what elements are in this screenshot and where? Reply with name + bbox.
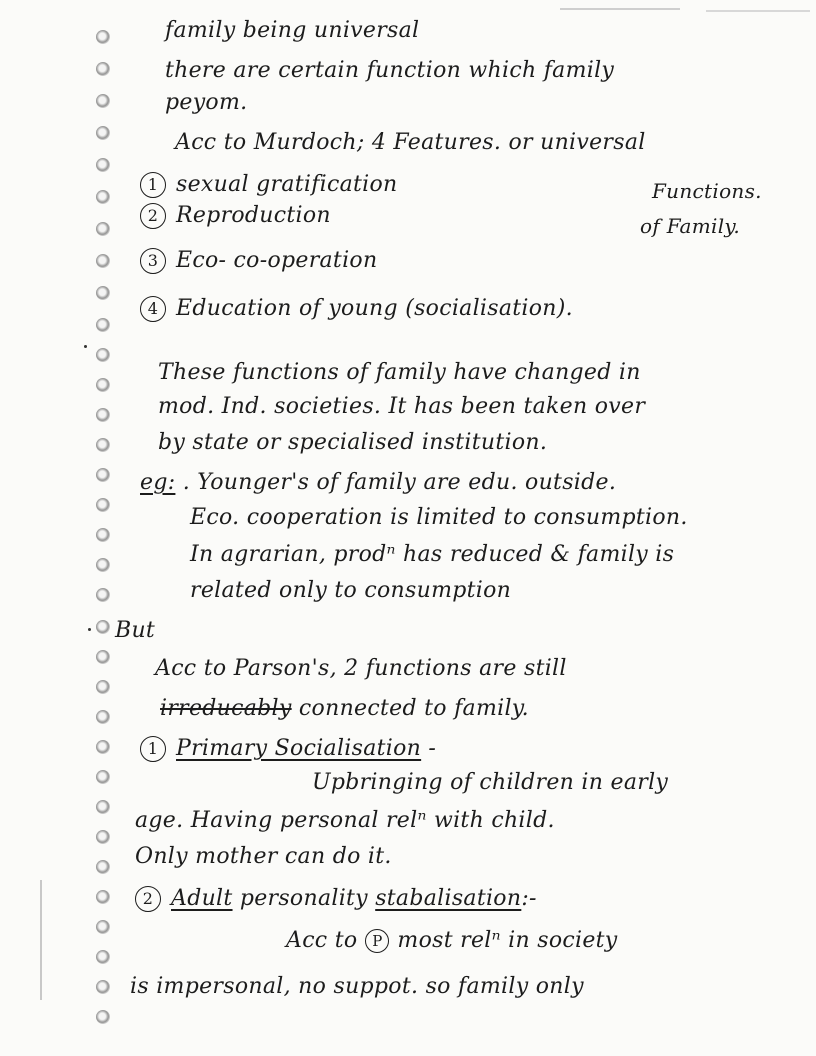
- note-line: there are certain function which family: [165, 58, 615, 83]
- point-title: Adult: [171, 886, 233, 911]
- note-line: [160, 696, 529, 722]
- note-line: These functions of family have changed in: [158, 360, 641, 385]
- note-line: mod. Ind. societies. It has been taken over: [158, 394, 646, 419]
- binder-hole: [96, 950, 110, 964]
- binder-hole: [96, 860, 110, 874]
- point-heading-2: [135, 886, 537, 912]
- item-number-circle: 1: [140, 172, 166, 198]
- point-heading-1: [140, 736, 436, 762]
- top-scan-mark: [706, 10, 810, 12]
- binder-hole: [96, 620, 110, 634]
- side-note: Functions.: [652, 179, 762, 203]
- note-line: In agrarian, prodⁿ has reduced & family is: [190, 542, 675, 567]
- binder-hole: [96, 740, 110, 754]
- binder-hole: [96, 650, 110, 664]
- list-item-text: sexual gratification: [176, 172, 398, 197]
- item-number-circle: 2: [140, 203, 166, 229]
- binder-hole: [96, 770, 110, 784]
- example-text: . Younger's of family are edu. outside.: [182, 470, 617, 495]
- binder-hole: [96, 318, 110, 332]
- binder-hole: [96, 62, 110, 76]
- note-line: is impersonal, no suppot. so family only: [130, 974, 584, 999]
- point-title: stabalisation: [375, 886, 522, 911]
- binder-hole: [96, 190, 110, 204]
- binder-hole: [96, 588, 110, 602]
- parsons-circle: P: [365, 929, 389, 953]
- binder-hole: [96, 348, 110, 362]
- note-line: family being universal: [165, 18, 420, 43]
- note-line: [286, 928, 618, 954]
- note-line: age. Having personal relⁿ with child.: [135, 808, 555, 833]
- binder-hole: [96, 94, 110, 108]
- eg-label: eg:: [140, 470, 176, 495]
- note-line: Eco. cooperation is limited to consumption.: [190, 505, 688, 530]
- point-number-circle: 2: [135, 886, 161, 912]
- ink-dot: [88, 628, 91, 631]
- binder-hole: [96, 222, 110, 236]
- binder-hole: [96, 498, 110, 512]
- binder-hole: [96, 920, 110, 934]
- list-item-text: Reproduction: [176, 203, 331, 228]
- note-line: related only to consumption: [190, 578, 512, 603]
- binder-hole: [96, 830, 110, 844]
- binder-hole: [96, 254, 110, 268]
- side-note: of Family.: [640, 214, 741, 238]
- binder-hole: [96, 378, 110, 392]
- note-line: Only mother can do it.: [135, 844, 392, 869]
- binder-hole: [96, 158, 110, 172]
- list-item-2: [140, 203, 331, 229]
- binder-hole: [96, 30, 110, 44]
- binder-hole: [96, 680, 110, 694]
- point-title: personality: [232, 886, 376, 911]
- binder-hole: [96, 1010, 110, 1024]
- list-item-3: [140, 248, 377, 274]
- list-item-text: Eco- co-operation: [176, 248, 378, 273]
- note-line: Acc to Parson's, 2 functions are still: [155, 656, 567, 681]
- note-text: most relⁿ in society: [397, 928, 618, 953]
- binder-hole: [96, 286, 110, 300]
- note-line: by state or specialised institution.: [158, 430, 548, 455]
- binder-hole: [96, 890, 110, 904]
- binder-hole: [96, 528, 110, 542]
- item-number-circle: 4: [140, 296, 166, 322]
- list-item-text: Education of young (socialisation).: [176, 296, 573, 321]
- note-line: Upbringing of children in early: [312, 770, 669, 795]
- note-line: But: [115, 618, 156, 643]
- item-number-circle: 3: [140, 248, 166, 274]
- binder-hole: [96, 980, 110, 994]
- binder-hole: [96, 408, 110, 422]
- point-dash: -: [421, 736, 437, 761]
- margin-line: [40, 880, 42, 1000]
- list-item-4: [140, 296, 573, 322]
- binder-hole: [96, 710, 110, 724]
- binder-hole: [96, 800, 110, 814]
- binder-hole: [96, 558, 110, 572]
- note-line: peyom.: [165, 90, 248, 115]
- example-line: [140, 470, 616, 496]
- binder-hole: [96, 126, 110, 140]
- list-item-1: [140, 172, 398, 198]
- binder-hole: [96, 468, 110, 482]
- note-text: connected to family.: [291, 696, 529, 721]
- struck-word: irreducably: [160, 696, 292, 721]
- point-title: Primary Socialisation: [176, 736, 422, 761]
- note-line: Acc to Murdoch; 4 Features. or universal: [175, 130, 646, 155]
- point-number-circle: 1: [140, 736, 166, 762]
- binder-holes: [96, 0, 120, 1056]
- point-dash: :-: [521, 886, 537, 911]
- ink-dot: [84, 345, 87, 348]
- binder-hole: [96, 438, 110, 452]
- top-scan-mark: [560, 8, 680, 10]
- note-text: Acc to: [286, 928, 358, 953]
